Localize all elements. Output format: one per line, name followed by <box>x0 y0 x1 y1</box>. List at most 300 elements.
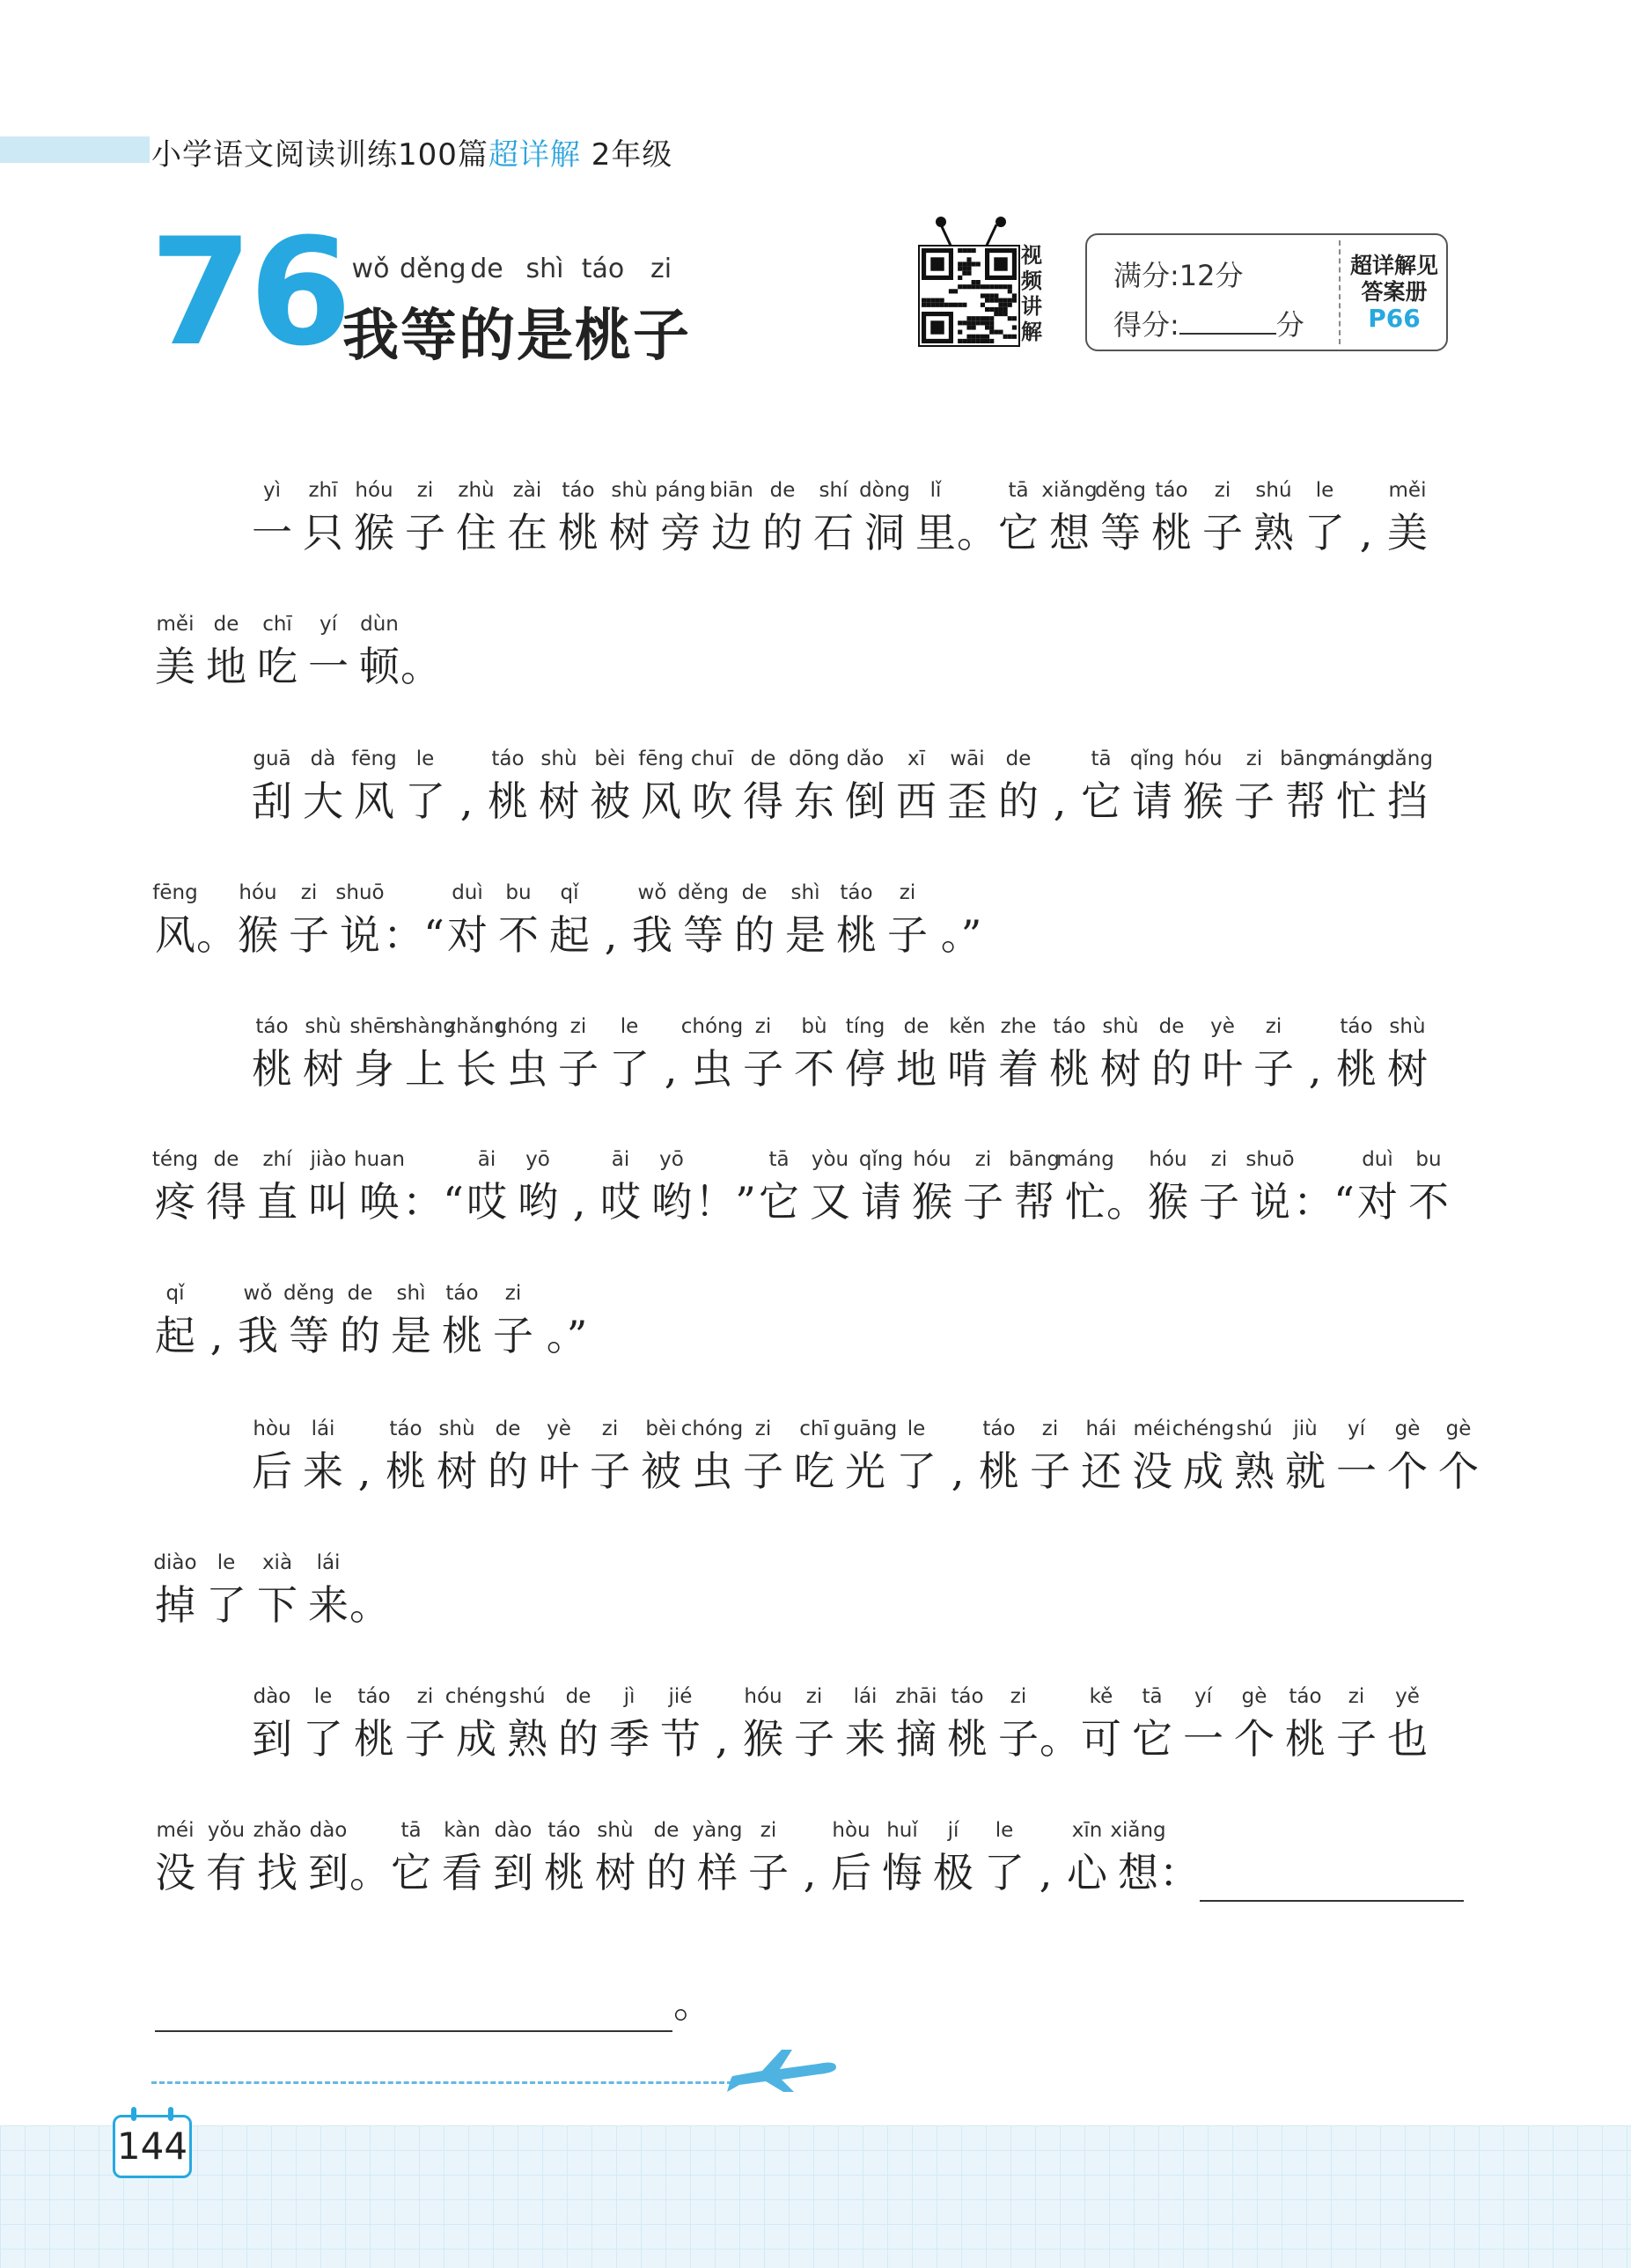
hanzi: 样 <box>697 1849 738 1896</box>
answer-blank-2[interactable] <box>150 1946 678 2032</box>
pinyin: wǒ <box>243 1282 273 1305</box>
pinyin: hóu <box>1149 1148 1187 1171</box>
pinyin: shù <box>305 1015 342 1038</box>
hanzi: 了 <box>303 1715 343 1763</box>
hanzi: 有 <box>206 1849 246 1896</box>
pinyin: zi <box>601 1418 619 1440</box>
character <box>246 1012 298 1096</box>
pinyin: děng <box>283 1282 334 1305</box>
punctuation <box>595 878 627 962</box>
pinyin: yí <box>1347 1418 1365 1440</box>
character <box>303 1815 354 1902</box>
character <box>150 1145 201 1229</box>
pinyin: kàn <box>444 1819 481 1842</box>
pinyin: āi <box>477 1148 496 1171</box>
character <box>150 1548 201 1632</box>
hanzi: 树 <box>539 777 579 825</box>
pinyin: de <box>653 1819 680 1842</box>
pinyin: lái <box>316 1551 341 1574</box>
punctuation <box>794 1815 826 1902</box>
character <box>993 1012 1044 1096</box>
pinyin: zi <box>754 1418 772 1440</box>
hanzi: 不 <box>794 1045 834 1093</box>
pinyin: tā <box>768 1148 790 1171</box>
hanzi: ：“ <box>383 911 444 959</box>
hanzi: 长 <box>456 1045 496 1093</box>
hanzi: 地 <box>206 643 246 690</box>
character <box>400 475 451 560</box>
hanzi: , <box>1053 777 1067 825</box>
character <box>840 1012 891 1096</box>
passage-line-10 <box>150 1815 1468 1902</box>
character <box>150 609 201 694</box>
character <box>636 1414 687 1498</box>
hanzi: , <box>1359 509 1373 556</box>
hanzi: 了 <box>984 1849 1025 1896</box>
hanzi: 的 <box>558 1715 599 1763</box>
hanzi: ：“ <box>402 1178 464 1226</box>
hanzi: 树 <box>609 509 650 556</box>
character <box>303 1145 354 1229</box>
hanzi: 起 <box>549 911 590 959</box>
hanzi: 了 <box>206 1581 246 1629</box>
pinyin: téng <box>151 1148 199 1171</box>
hanzi: 桃 <box>354 1715 394 1763</box>
pinyin: hòu <box>832 1819 871 1842</box>
character <box>590 1815 641 1902</box>
hanzi: 子 <box>493 1312 533 1359</box>
hanzi: 它 <box>998 509 1039 556</box>
title-pinyin-2: de <box>470 254 503 284</box>
hanzi: 看 <box>442 1849 482 1896</box>
pinyin: wāi <box>950 747 985 770</box>
punctuation <box>349 1815 390 1902</box>
pinyin: tíng <box>845 1015 885 1038</box>
pinyin: duì <box>452 881 483 904</box>
hanzi: 。 <box>1040 1715 1080 1763</box>
character <box>738 1682 789 1766</box>
hanzi: 的 <box>1151 1045 1192 1093</box>
passage-line-6 <box>150 1278 595 1363</box>
qr-code-icon[interactable] <box>918 245 1020 347</box>
character <box>298 744 349 828</box>
character <box>539 1815 590 1902</box>
pinyin: dào <box>494 1819 533 1842</box>
pinyin: bèi <box>645 1418 677 1440</box>
hanzi: 个 <box>1438 1447 1479 1495</box>
pinyin: shì <box>396 1282 426 1305</box>
character <box>891 744 942 828</box>
punctuation <box>1293 1145 1355 1229</box>
pinyin: chóng <box>680 1418 744 1440</box>
hanzi: 大 <box>303 777 343 825</box>
character <box>729 878 780 962</box>
character <box>232 878 283 962</box>
title-pinyin-1: děng <box>400 254 467 284</box>
pinyin: tā <box>400 1819 422 1842</box>
character <box>252 1815 303 1902</box>
pinyin: zài <box>512 479 542 502</box>
hanzi: 忙 <box>1065 1178 1106 1226</box>
hanzi: 的 <box>646 1849 687 1896</box>
hanzi: 猴 <box>238 911 278 959</box>
hanzi: 。 <box>349 1581 390 1629</box>
character <box>833 1414 898 1498</box>
pinyin: zi <box>754 1015 772 1038</box>
pinyin: shú <box>509 1685 546 1708</box>
pinyin: bāng <box>1280 747 1331 770</box>
punctuation <box>196 878 237 962</box>
hanzi: 一 <box>1336 1447 1377 1495</box>
pinyin: táo <box>951 1685 984 1708</box>
hanzi: 叶 <box>1202 1045 1243 1093</box>
pinyin: shù <box>611 479 648 502</box>
character <box>789 1414 840 1498</box>
pinyin: tā <box>1142 1685 1163 1708</box>
hanzi: ：“ <box>1293 1178 1355 1226</box>
pinyin: zhāi <box>895 1685 937 1708</box>
pinyin: lǐ <box>929 479 942 502</box>
passage-line-3 <box>150 878 989 962</box>
hanzi: 子 <box>748 1849 789 1896</box>
pinyin: kě <box>1089 1685 1113 1708</box>
pinyin: bù <box>801 1015 827 1038</box>
pinyin: zi <box>760 1819 777 1842</box>
character <box>1146 1012 1197 1096</box>
character <box>1229 1682 1280 1766</box>
title-pinyin-5: zi <box>650 254 672 284</box>
pinyin: yō <box>659 1148 684 1171</box>
pinyin: zi <box>805 1685 823 1708</box>
hanzi: 猴 <box>1148 1178 1188 1226</box>
punctuation <box>349 1414 380 1498</box>
hanzi: 请 <box>861 1178 901 1226</box>
hanzi: 的 <box>998 777 1039 825</box>
character <box>354 609 405 694</box>
hanzi: 子 <box>405 509 445 556</box>
character <box>252 609 303 694</box>
airplane-icon <box>727 2041 841 2094</box>
pinyin: yō <box>525 1148 550 1171</box>
character <box>789 744 840 828</box>
character <box>150 878 201 962</box>
character <box>604 1012 655 1096</box>
character <box>877 1815 928 1902</box>
pinyin: dào <box>309 1819 348 1842</box>
passage-line-5 <box>150 1145 1454 1229</box>
pinyin: shù <box>1389 1015 1426 1038</box>
hanzi: 不 <box>1408 1178 1449 1226</box>
character <box>604 1682 655 1766</box>
hanzi: 一 <box>1183 1715 1223 1763</box>
pinyin: shú <box>1255 479 1292 502</box>
punctuation <box>1106 1145 1147 1229</box>
character <box>349 744 400 828</box>
character <box>738 1012 789 1096</box>
pinyin: hòu <box>253 1418 291 1440</box>
pinyin: de <box>213 1148 239 1171</box>
hanzi: 等 <box>1100 509 1141 556</box>
pinyin: zhe <box>1000 1015 1037 1038</box>
character <box>1197 1012 1248 1096</box>
character <box>907 1145 958 1229</box>
hanzi: 的 <box>340 1312 380 1359</box>
hanzi: 子 <box>963 1178 1003 1226</box>
hanzi: 树 <box>437 1447 477 1495</box>
hanzi: 它 <box>1081 777 1121 825</box>
pinyin: zhǎng <box>445 1015 507 1038</box>
hanzi: 摘 <box>896 1715 937 1763</box>
footer-grid <box>0 2125 1631 2268</box>
character <box>678 878 729 962</box>
character <box>1327 744 1385 828</box>
punctuation <box>201 1278 232 1363</box>
hanzi: 。” <box>940 911 982 959</box>
pinyin: chī <box>799 1418 829 1440</box>
character <box>1352 1145 1403 1229</box>
pinyin: huan <box>354 1148 405 1171</box>
hanzi: 心 <box>1067 1849 1107 1896</box>
character <box>942 744 993 828</box>
punctuation <box>1299 1012 1331 1096</box>
hanzi: 子 <box>1199 1178 1239 1226</box>
hanzi: 来 <box>308 1581 349 1629</box>
character <box>334 878 386 962</box>
hanzi: 等 <box>289 1312 329 1359</box>
character <box>354 1145 405 1229</box>
pinyin: yǒu <box>207 1819 246 1842</box>
hanzi: 唤 <box>359 1178 400 1226</box>
character <box>150 1278 201 1363</box>
character <box>743 1815 794 1902</box>
qr-label-char-0: 视 <box>1021 243 1042 268</box>
hanzi: , <box>604 911 618 959</box>
character <box>349 1682 400 1766</box>
hanzi: 住 <box>456 509 496 556</box>
character <box>246 475 298 560</box>
character <box>246 1414 298 1498</box>
pinyin: xī <box>907 747 925 770</box>
character <box>993 475 1044 560</box>
hanzi: 树 <box>1387 1045 1428 1093</box>
hanzi: 帮 <box>1014 1178 1054 1226</box>
hanzi: 桃 <box>1151 509 1192 556</box>
hanzi: 猴 <box>1183 777 1223 825</box>
character <box>201 1815 252 1902</box>
character <box>437 1278 488 1363</box>
character <box>928 1815 979 1902</box>
hanzi: 它 <box>1132 1715 1172 1763</box>
pinyin: yì <box>262 479 281 502</box>
character <box>1299 475 1350 560</box>
pinyin: máng <box>1056 1148 1114 1171</box>
pinyin: shàng <box>394 1015 456 1038</box>
hanzi: 还 <box>1081 1447 1121 1495</box>
hanzi: 虫 <box>692 1045 732 1093</box>
pinyin: fēng <box>351 747 397 770</box>
hanzi: 到 <box>252 1715 292 1763</box>
pinyin: zhǎo <box>253 1819 302 1842</box>
character <box>1095 475 1146 560</box>
pinyin: zhī <box>308 479 338 502</box>
title-char-0: 我 <box>342 304 399 369</box>
hanzi: 得 <box>743 777 783 825</box>
character <box>1095 1012 1146 1096</box>
title-char-3: 是 <box>517 304 573 369</box>
character <box>891 1012 942 1096</box>
pinyin: qǐ <box>165 1282 185 1305</box>
character <box>738 744 789 828</box>
hanzi: , <box>1308 1045 1322 1093</box>
character <box>856 1145 907 1229</box>
answer-blank-1[interactable] <box>1195 1815 1468 1902</box>
hanzi: 等 <box>683 911 724 959</box>
character <box>804 1145 856 1229</box>
hanzi: 起 <box>155 1312 195 1359</box>
character <box>993 1682 1044 1766</box>
pinyin: táo <box>445 1282 479 1305</box>
hanzi: 请 <box>1132 777 1172 825</box>
hanzi: 猴 <box>912 1178 952 1226</box>
character <box>1076 744 1127 828</box>
character <box>482 744 533 828</box>
hanzi: 桃 <box>386 1447 426 1495</box>
character <box>1127 1682 1178 1766</box>
score-blank[interactable] <box>1179 310 1276 335</box>
character <box>1127 744 1178 828</box>
hanzi: 树 <box>595 1849 636 1896</box>
character <box>655 1682 706 1766</box>
pinyin: wǒ <box>637 881 667 904</box>
pinyin: biān <box>709 479 753 502</box>
character <box>1280 744 1331 828</box>
pinyin: jì <box>623 1685 636 1708</box>
character <box>252 1145 303 1229</box>
hanzi: 虫 <box>507 1045 547 1093</box>
passage-line-4 <box>246 1012 1433 1096</box>
hanzi: 。 <box>196 911 237 959</box>
hanzi: , <box>572 1178 586 1226</box>
character <box>349 1012 400 1096</box>
hanzi: , <box>357 1447 371 1495</box>
character <box>738 1414 789 1498</box>
hanzi: 又 <box>810 1178 850 1226</box>
hanzi: 节 <box>660 1715 701 1763</box>
character <box>891 1682 942 1766</box>
pinyin: zi <box>504 1282 522 1305</box>
punctuation <box>383 878 444 962</box>
hanzi: 对 <box>1357 1178 1398 1226</box>
hanzi: 熟 <box>1234 1447 1275 1495</box>
pinyin: xiǎng <box>1110 1819 1166 1842</box>
pinyin: táo <box>982 1418 1016 1440</box>
hanzi: 吹 <box>692 777 732 825</box>
pinyin: yòu <box>811 1148 849 1171</box>
hanzi: 个 <box>1387 1447 1428 1495</box>
character <box>298 1682 349 1766</box>
character <box>840 1682 891 1766</box>
character <box>1382 1682 1433 1766</box>
character <box>1044 1012 1095 1096</box>
hanzi: 子 <box>1202 509 1243 556</box>
hanzi: 身 <box>354 1045 394 1093</box>
punctuation <box>563 1145 595 1229</box>
character <box>646 1145 697 1229</box>
pinyin: lái <box>311 1418 335 1440</box>
pinyin: zhù <box>458 479 495 502</box>
pinyin: hái <box>1085 1418 1117 1440</box>
hanzi: ！” <box>694 1178 756 1226</box>
passage-line-0 <box>246 475 1433 560</box>
character <box>1178 744 1229 828</box>
pinyin: shù <box>597 1819 634 1842</box>
pinyin: gè <box>1394 1418 1421 1440</box>
pinyin: shù <box>438 1418 475 1440</box>
hanzi: 桃 <box>442 1312 482 1359</box>
passage-line-2 <box>246 744 1433 828</box>
pinyin: yí <box>319 613 337 636</box>
book-header <box>151 130 672 173</box>
character <box>444 1682 508 1766</box>
pinyin: de <box>1158 1015 1185 1038</box>
character <box>442 878 493 962</box>
character <box>942 1012 993 1096</box>
pinyin: hóu <box>913 1148 951 1171</box>
character <box>386 1278 437 1363</box>
hanzi: , <box>209 1312 224 1359</box>
hanzi: 着 <box>998 1045 1039 1093</box>
pinyin: yè <box>547 1418 571 1440</box>
hanzi: 忙 <box>1336 777 1377 825</box>
pinyin: chuī <box>690 747 734 770</box>
answer-page: P66 <box>1368 304 1421 333</box>
pinyin: děng <box>678 881 729 904</box>
pinyin: yè <box>1210 1015 1235 1038</box>
hanzi: 挡 <box>1387 777 1428 825</box>
full-score: 满分:12分 <box>1113 259 1244 292</box>
character <box>789 1012 840 1096</box>
pinyin: yě <box>1395 1685 1420 1708</box>
hanzi: 了 <box>405 777 445 825</box>
character <box>627 878 678 962</box>
hanzi: 悔 <box>882 1849 922 1896</box>
hanzi: 猴 <box>354 509 394 556</box>
punctuation <box>942 1414 973 1498</box>
pinyin: guāng <box>833 1418 898 1440</box>
book-grade: 2年级 <box>591 137 673 173</box>
character <box>303 609 354 694</box>
pinyin: shí <box>819 479 849 502</box>
pinyin: yí <box>1194 1685 1212 1708</box>
pinyin: děng <box>1095 479 1146 502</box>
character <box>1382 1012 1433 1096</box>
hanzi: 个 <box>1234 1715 1275 1763</box>
character <box>380 1414 431 1498</box>
pinyin: tā <box>1091 747 1112 770</box>
pinyin: táo <box>1155 479 1188 502</box>
hanzi: 刮 <box>252 777 292 825</box>
punctuation <box>539 1278 595 1363</box>
character <box>1178 1682 1229 1766</box>
character <box>687 744 738 828</box>
hanzi: 可 <box>1081 1715 1121 1763</box>
pinyin: yàng <box>692 1819 743 1842</box>
character <box>252 1548 303 1632</box>
hanzi: 风 <box>155 911 195 959</box>
character <box>246 1682 298 1766</box>
character <box>437 1815 488 1902</box>
pinyin: máng <box>1327 747 1385 770</box>
